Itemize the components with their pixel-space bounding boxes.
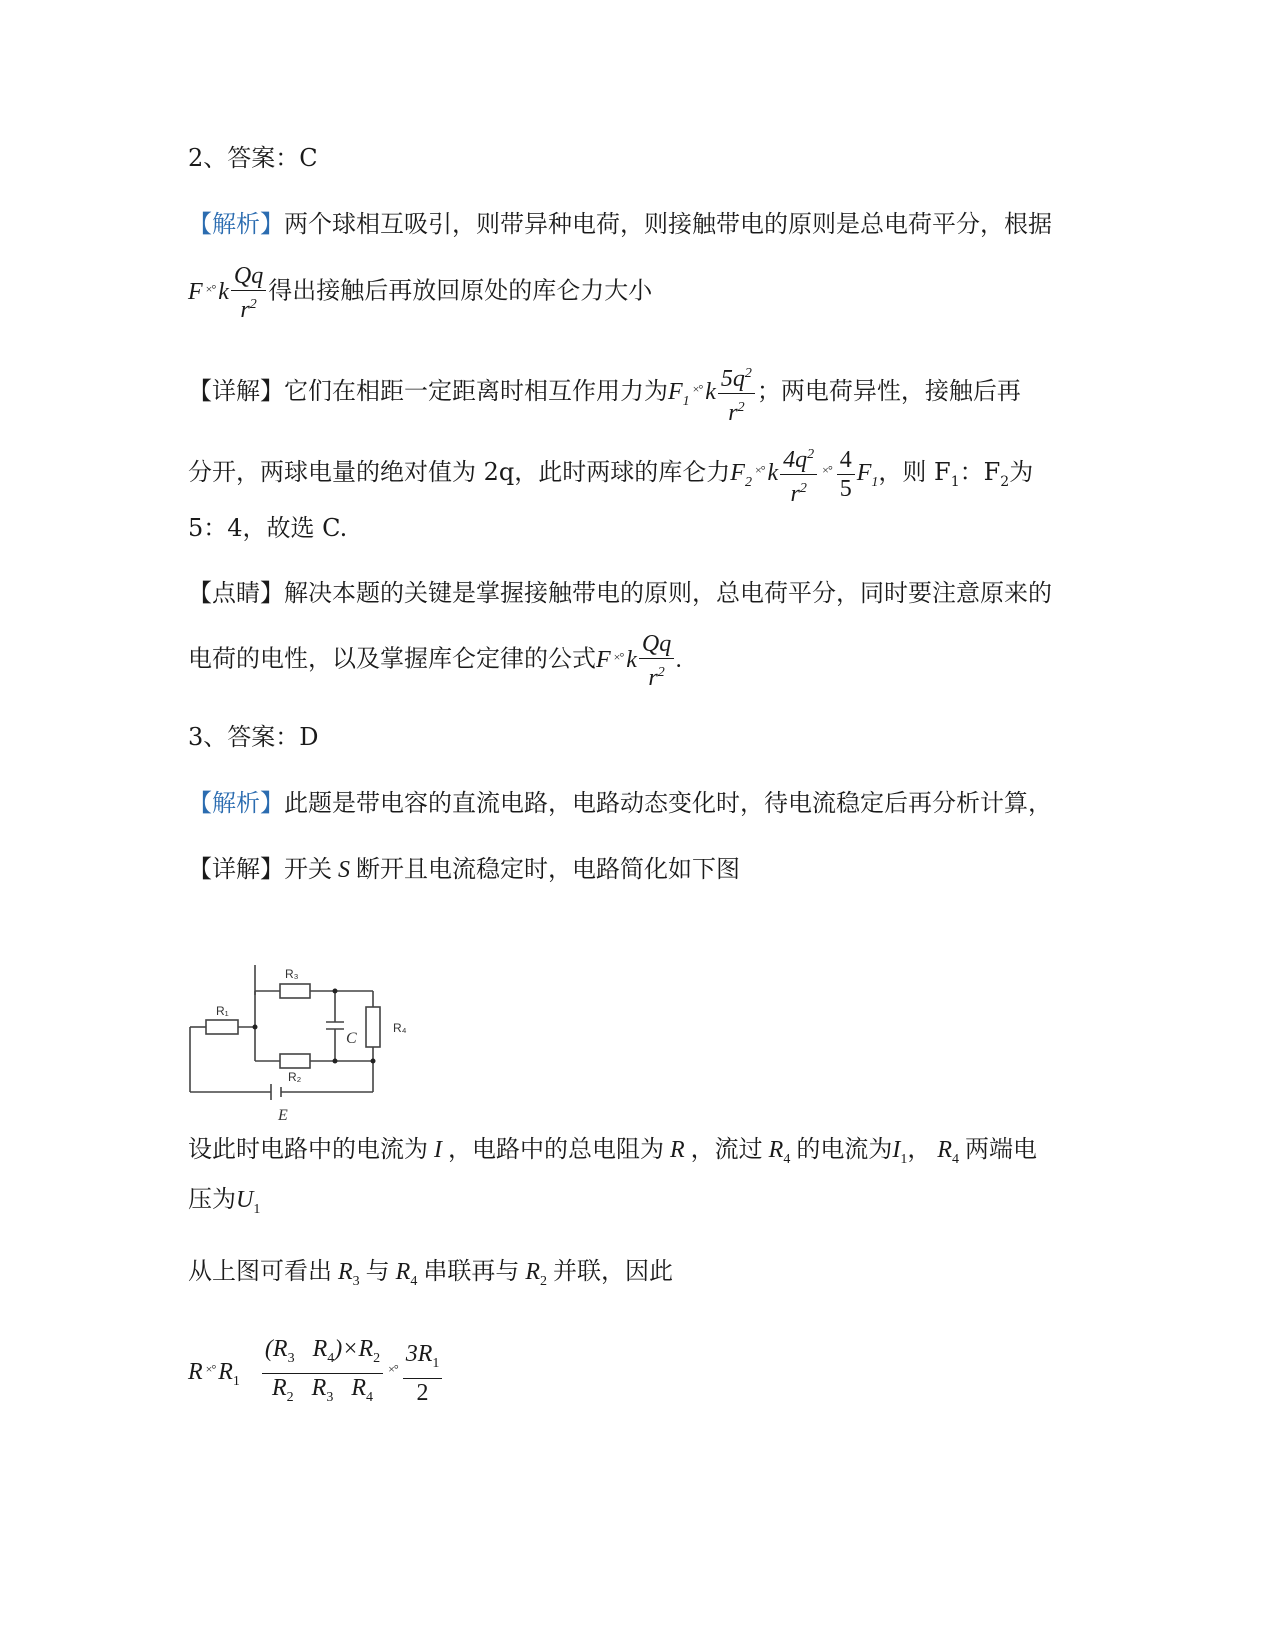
q3-analysis: [188, 788, 1052, 818]
label-c: C: [346, 1030, 357, 1047]
q2-detail: [188, 360, 1021, 427]
analysis-text2: 得出接触后再放回原处的库仑力大小: [268, 276, 653, 305]
resistor-r4: [366, 1007, 380, 1047]
resistor-r3: [280, 984, 310, 998]
coulomb-formula: F ×° k $\frac{Qq}{r^2}$: [188, 279, 268, 305]
detail-tag: 【详解】: [188, 377, 284, 406]
resistance-formula: R ×° $R_1$ $\frac{(R_3 R_4)\times R_2}{R_2 R_3 R_4}$ ×° $\frac{3R_1}{2}$: [188, 1335, 444, 1412]
f2-formula: $F_2^{\times^\circ}$ k $\frac{4q^2}{r^2}$ ×° $\frac{4}{5}$ $F_1$: [730, 460, 878, 486]
q3-para2: 压为$U_1$: [188, 1185, 261, 1217]
detail-text2c: ：F: [959, 458, 1001, 487]
q2-detail-3: 5：4，故选 C.: [188, 514, 348, 542]
label-r2: R₂: [288, 1070, 302, 1084]
analysis-text: 此题是带电容的直流电路，电路动态变化时，待电流稳定后再分析计算，: [284, 789, 1052, 817]
label-r1: R₁: [216, 1004, 229, 1018]
point-text1: 解决本题的关键是掌握接触带电的原则，总电荷平分，同时要注意原来的: [284, 579, 1052, 607]
q3-para1: 设此时电路中的电流为 I ，电路中的总电阻为 R ，流过 $R_4$ 的电流为$I_1$， $R_4$ 两端电: [188, 1135, 1038, 1167]
detail-text2b: ，则 F: [878, 458, 951, 487]
detail-tag: 【详解】: [188, 855, 284, 883]
q2-detail-2: 分开，两球电量的绝对值为 2q，此时两球的库仑力$F_2^{\times^\circ}$ k $\frac{4q^2}{r^2}$ ×° $\frac{4}{5}$ $F_1$，则 $F_1$：$F_2$为: [188, 441, 1033, 508]
detail-text2d: 为: [1009, 458, 1034, 487]
q2-answer: 2、答案：C: [188, 144, 318, 172]
q3-para3: 从上图可看出 $R_3$ 与 $R_4$ 串联再与 $R_2$ 并联，因此: [188, 1257, 674, 1289]
analysis-tag: 【解析】: [188, 210, 284, 238]
analysis-text: 两个球相互吸引，则带异种电荷，则接触带电的原则是总电荷平分，根据: [284, 210, 1052, 238]
analysis-tag: 【解析】: [188, 789, 284, 817]
detail-text: 开关: [284, 855, 332, 883]
label-r4: R₄: [393, 1021, 407, 1035]
label-r3: R₃: [285, 967, 299, 981]
q2-point-2: [188, 630, 682, 692]
coulomb-formula-2: F ×° k $\frac{Qq}{r^2}$ .: [596, 631, 683, 691]
detail-text2: 分开，两球电量的绝对值为 2q，此时两球的库仑力: [188, 458, 731, 487]
detail-text1b: ；两电荷异性，接触后再: [756, 377, 1021, 406]
q3-detail: 【详解】开关 S 断开且电流稳定时，电路简化如下图: [188, 855, 740, 883]
resistor-r1: [206, 1020, 238, 1034]
q3-answer: 3、答案：D: [188, 723, 319, 751]
point-tag: 【点睛】: [188, 579, 284, 607]
detail-text1: 它们在相距一定距离时相互作用力为: [284, 377, 668, 406]
label-e: E: [278, 1107, 288, 1124]
f1-formula: $F_1^{\times^\circ}$ k $\frac{5q^2}{r^2}$: [668, 379, 757, 405]
detail-text-b: 断开且电流稳定时，电路简化如下图: [356, 855, 740, 883]
circuit-diagram: [188, 965, 438, 1140]
point-text2: 电荷的电性，以及掌握库仑定律的公式: [188, 644, 596, 673]
q2-analysis: [188, 209, 1052, 239]
resistor-r2: [280, 1054, 310, 1068]
q2-formula-line: [188, 262, 652, 324]
q2-point: [188, 578, 1052, 608]
